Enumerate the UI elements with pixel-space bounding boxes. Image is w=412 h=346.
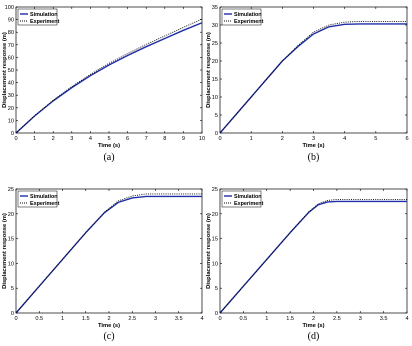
y-tick-label: 80 — [7, 30, 14, 37]
y-tick-label: 20 — [7, 105, 14, 112]
x-tick-label: 0.5 — [239, 316, 248, 322]
legend-label: Simulation — [234, 194, 262, 200]
legend-label: Experiment — [234, 19, 264, 25]
y-tick-label: 0 — [10, 131, 14, 137]
chart-panel-b — [206, 5, 409, 163]
x-axis-label: Time (s) — [302, 323, 325, 329]
x-tick-label: 4 — [88, 136, 92, 142]
x-tick-label: 6 — [405, 136, 409, 142]
y-tick-label: 70 — [7, 42, 14, 49]
panel-caption: (b) — [307, 152, 320, 163]
chart-panel-c — [2, 187, 204, 342]
legend-label: Simulation — [30, 12, 58, 18]
y-tick-label: 10 — [7, 261, 14, 268]
x-tick-label: 1.5 — [286, 316, 295, 322]
y-tick-label: 50 — [7, 68, 14, 74]
y-tick-label: 5 — [10, 286, 14, 293]
y-tick-label: 15 — [211, 77, 218, 83]
y-tick-label: 100 — [4, 5, 14, 11]
series-line-experiment — [220, 199, 407, 313]
x-tick-label: 2 — [280, 136, 284, 142]
x-tick-label: 4 — [343, 136, 347, 142]
x-tick-label: 2 — [107, 316, 111, 322]
x-tick-label: 3 — [358, 316, 362, 322]
y-tick-label: 0 — [214, 131, 218, 137]
plot-frame — [16, 7, 202, 133]
y-tick-label: 20 — [7, 211, 14, 218]
x-tick-label: 1.5 — [81, 316, 90, 322]
legend-label: Experiment — [30, 19, 60, 25]
panel-caption: (d) — [307, 331, 320, 342]
legend-label: Experiment — [234, 201, 264, 207]
x-tick-label: 2.5 — [332, 316, 341, 322]
legend — [222, 9, 264, 25]
x-tick-label: 8 — [163, 136, 167, 142]
y-tick-label: 25 — [211, 187, 218, 193]
plot-frame — [220, 7, 407, 133]
x-tick-label: 0 — [218, 316, 222, 322]
x-tick-label: 7 — [144, 136, 148, 142]
x-tick-label: 1 — [60, 316, 65, 322]
x-tick-label: 0.5 — [35, 316, 44, 322]
x-tick-label: 2 — [51, 136, 55, 142]
legend — [18, 9, 60, 25]
y-tick-label: 10 — [7, 118, 14, 125]
series-line-simulation — [220, 24, 407, 133]
x-tick-label: 2.5 — [128, 316, 137, 322]
y-tick-label: 5 — [214, 113, 218, 119]
x-tick-label: 4 — [200, 316, 204, 322]
x-axis-label: Time (s) — [97, 323, 121, 329]
legend-label: Experiment — [30, 201, 60, 207]
chart-panel-d — [206, 187, 409, 342]
y-tick-label: 5 — [214, 286, 218, 293]
x-tick-label: 9 — [181, 136, 185, 142]
y-tick-label: 15 — [7, 236, 14, 243]
x-axis-label: Time (s) — [97, 143, 121, 149]
x-tick-label: 3.5 — [379, 316, 388, 322]
y-tick-label: 0 — [214, 311, 218, 317]
series-line-simulation — [16, 196, 202, 313]
y-tick-label: 25 — [211, 41, 218, 47]
y-tick-label: 15 — [211, 236, 218, 243]
legend-label: Simulation — [234, 12, 262, 18]
x-tick-label: 0 — [14, 316, 18, 322]
x-tick-label: 3.5 — [174, 316, 183, 322]
y-tick-label: 20 — [211, 59, 218, 65]
x-tick-label: 1 — [249, 136, 253, 142]
y-axis-label: Displacement response (m) — [2, 213, 8, 289]
series-line-simulation — [220, 201, 407, 313]
y-tick-label: 25 — [7, 187, 14, 193]
x-tick-label: 3 — [311, 136, 316, 142]
y-tick-label: 90 — [7, 17, 14, 24]
x-tick-label: 2 — [311, 316, 316, 322]
x-tick-label: 5 — [374, 136, 378, 142]
y-tick-label: 60 — [7, 55, 14, 62]
legend-label: Simulation — [30, 194, 58, 200]
x-tick-label: 0 — [14, 136, 18, 142]
x-tick-label: 3 — [153, 316, 158, 322]
legend — [18, 191, 60, 207]
x-tick-label: 6 — [126, 136, 130, 142]
y-tick-label: 0 — [10, 311, 14, 317]
x-tick-label: 0 — [218, 136, 222, 142]
x-tick-label: 1 — [33, 136, 37, 142]
x-tick-label: 5 — [107, 136, 111, 142]
y-axis-label: Displacement response (m) — [2, 32, 8, 108]
x-tick-label: 10 — [198, 136, 206, 142]
plot-frame — [16, 189, 202, 313]
series-line-experiment — [16, 19, 202, 133]
x-tick-label: 4 — [405, 316, 409, 322]
y-tick-label: 35 — [211, 5, 218, 11]
series-line-simulation — [16, 23, 202, 133]
y-tick-label: 30 — [211, 23, 218, 29]
x-axis-label: Time (s) — [302, 143, 325, 149]
chart-panel-a — [2, 5, 205, 163]
y-tick-label: 10 — [211, 95, 218, 101]
panel-caption: (c) — [103, 331, 115, 342]
legend — [222, 191, 264, 207]
y-tick-label: 10 — [211, 261, 218, 268]
x-tick-label: 1 — [265, 316, 269, 322]
x-tick-label: 3 — [70, 136, 74, 142]
figure-panels — [2, 5, 409, 342]
y-axis-label: Displacement response (m) — [206, 213, 212, 289]
series-line-experiment — [220, 21, 407, 133]
y-tick-label: 40 — [7, 80, 14, 87]
y-tick-label: 20 — [211, 211, 218, 218]
y-tick-label: 30 — [7, 93, 14, 100]
panel-caption: (a) — [103, 152, 115, 163]
y-axis-label: Displacement response (m) — [206, 32, 212, 108]
series-line-experiment — [16, 194, 202, 313]
